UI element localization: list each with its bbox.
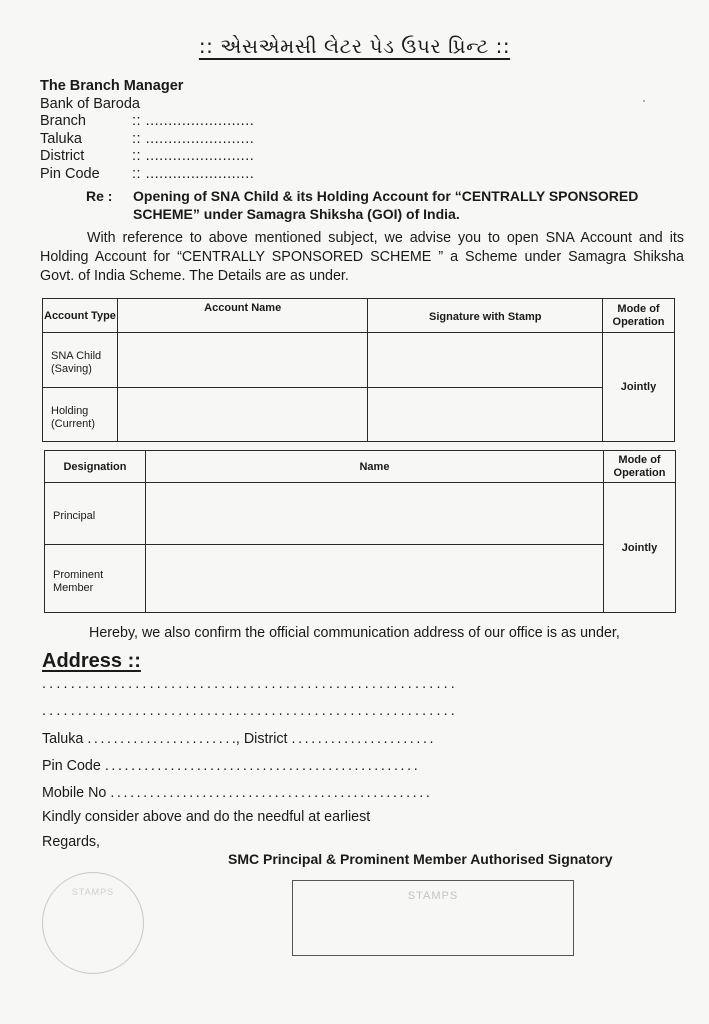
taluka-line-label: Taluka — [42, 731, 84, 747]
holding-signature-cell[interactable] — [368, 388, 603, 442]
mobile-line-dots[interactable]: ................................................. — [110, 785, 433, 801]
pincode-value: :: ........................ — [132, 165, 255, 182]
district-line-dots[interactable]: ...................... — [291, 731, 437, 747]
pincode-label: Pin Code — [40, 165, 100, 182]
col-name: Name — [145, 451, 603, 483]
col-signature: Signature with Stamp — [368, 299, 603, 333]
taluka-field — [40, 131, 254, 149]
signatory-text: SMC Principal & Prominent Member Authorised Signatory — [228, 851, 613, 867]
branch-value: :: ........................ — [132, 113, 255, 129]
holding-name-cell[interactable] — [117, 388, 368, 442]
taluka-value: :: ........................ — [132, 130, 255, 147]
stamp-box-label: STAMPS — [407, 890, 459, 902]
district-line-label: ., District — [231, 731, 288, 747]
col-account-name: Account Name — [117, 299, 368, 333]
district-field — [40, 148, 254, 166]
pincode-field — [40, 166, 254, 184]
sna-signature-cell[interactable] — [368, 333, 603, 388]
recipient-line2: Bank of Baroda — [40, 95, 140, 112]
district-label: District — [40, 148, 85, 164]
regards-text: Regards, — [42, 834, 101, 850]
pincode-line-dots[interactable]: ................................................ — [104, 758, 421, 774]
round-stamp-area — [42, 872, 144, 974]
district-value: :: ........................ — [132, 148, 255, 164]
mobile-line — [42, 785, 432, 801]
pincode-line — [42, 758, 420, 774]
taluka-line-dots[interactable]: ...................... — [87, 731, 232, 747]
designation-table — [44, 450, 676, 613]
taluka-label: Taluka — [40, 130, 82, 147]
confirm-text: Hereby, we also confirm the official communication address of our office is as under, — [89, 625, 620, 641]
row-principal: Principal — [45, 483, 146, 545]
col-mode-2: Mode of Operation — [604, 451, 676, 483]
row-holding: Holding (Current) — [43, 388, 118, 442]
branch-field — [40, 113, 254, 131]
closing-text: Kindly consider above and do the needful at earliest — [42, 809, 371, 825]
branch-label: Branch — [40, 113, 86, 129]
mobile-line-label: Mobile No — [42, 785, 107, 801]
taluka-district-line — [42, 731, 436, 747]
recipient-block — [40, 78, 254, 183]
intro-paragraph: With reference to above mentioned subject, we advise you to open SNA Account and its Holding Account for “CENTRALLY SPONSORED SCHEME ” a Scheme under Samagra Shiksha Govt. of India Scheme. The Details are as under. — [40, 230, 684, 284]
account-mode-value: Jointly — [603, 333, 675, 442]
col-mode: Mode of Operation — [603, 299, 675, 333]
subject-label: Re : — [86, 188, 113, 204]
member-name-cell[interactable] — [145, 545, 603, 613]
address-heading: Address :: — [42, 650, 141, 672]
address-line-2[interactable]: .......................................................... — [42, 703, 458, 719]
address-line-1[interactable]: .......................................................... — [42, 676, 458, 692]
sna-name-cell[interactable] — [117, 333, 368, 388]
stamp-box — [292, 880, 574, 956]
col-designation: Designation — [45, 451, 146, 483]
subject-line — [86, 187, 653, 223]
scan-speck — [643, 100, 645, 102]
principal-name-cell[interactable] — [145, 483, 603, 545]
row-sna-child: SNA Child (Saving) — [43, 333, 118, 388]
row-prominent-member: Prominent Member — [45, 545, 146, 613]
subject-text: Opening of SNA Child & its Holding Account for “CENTRALLY SPONSORED SCHEME” under Samagra Shiksha (GOI) of India. — [133, 188, 639, 222]
recipient-line1: The Branch Manager — [40, 78, 184, 94]
pincode-line-label: Pin Code — [42, 758, 101, 774]
round-stamp-label: STAMPS — [71, 887, 115, 897]
col-account-type: Account Type — [43, 299, 118, 333]
designation-mode-value: Jointly — [604, 483, 676, 613]
page-title: :: એસએમસી લેટર પેડ ઉપર પ્રિન્ટ :: — [198, 34, 511, 58]
account-table — [42, 298, 675, 442]
